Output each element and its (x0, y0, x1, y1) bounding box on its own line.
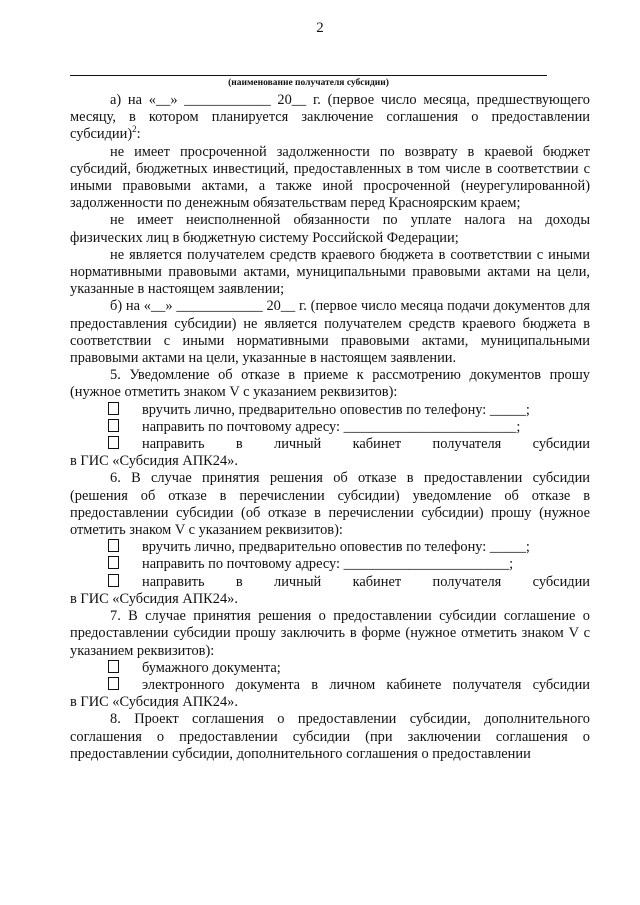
option-5-3-cont: в ГИС «Субсидия АПК24». (70, 453, 238, 470)
paragraph-debt-2: не имеет неисполненной обязанности по уплате налога на доходы физических лиц в бюджетную систему Российской Федерации; (70, 212, 590, 246)
option-7-1-label: бумажного документа; (142, 659, 281, 676)
paragraph-8: 8. Проект соглашения о предоставлении субсидии, дополнительного соглашения о предоставлении субсидии (при заключении соглашения о предоставлении субсидии, дополнительного соглашения о предоставлении (70, 711, 590, 762)
page-number: 2 (316, 20, 324, 36)
paragraph-b: б) на «__» ____________ 20__ г. (первое число месяца подачи документов для предоставления субсидии) не является получателем средств краевого бюджета в соответствии с иными нормативными правовыми актами, муниципальными правовыми актами на цели, указанные в настоящем заявлении. (70, 298, 590, 367)
paragraph-a-end: : (136, 126, 141, 143)
option-7-2-label: электронного документа в личном кабинете получателя субсидии (142, 676, 590, 693)
checkbox-icon[interactable] (108, 539, 119, 552)
document-body (70, 92, 590, 763)
option-6-3-cont: в ГИС «Субсидия АПК24». (70, 590, 238, 607)
option-6-2 (70, 556, 590, 573)
checkbox-icon[interactable] (108, 660, 119, 673)
checkbox-icon[interactable] (108, 436, 119, 449)
paragraph-a-text: а) на «__» ____________ 20__ г. (первое число месяца, предшествующего месяцу, в котором планируется заключение соглашения о предоставлении субсидии) (70, 92, 590, 143)
option-6-2-label: направить по почтовому адресу: _______________________; (142, 556, 514, 573)
option-5-1-label: вручить лично, предварительно оповестив по телефону: _____; (142, 401, 530, 418)
option-7-1 (70, 660, 590, 677)
checkbox-icon[interactable] (108, 677, 119, 690)
paragraph-debt-1: не имеет просроченной задолженности по возврату в краевой бюджет субсидий, бюджетных инвестиций, предоставленных в том числе в соответствии с иными правовыми актами, а также иной просроченной (неурегулированной) задолженности по денежным обязательствам перед Красноярским краем; (70, 143, 590, 212)
option-7-2-cont: в ГИС «Субсидия АПК24». (70, 694, 238, 711)
option-7-2 (70, 677, 590, 694)
recipient-name-line (70, 75, 547, 76)
option-6-3-label: направить в личный кабинет получателя субсидии (142, 573, 590, 590)
recipient-caption: (наименование получателя субсидии) (228, 78, 389, 88)
option-5-3 (70, 436, 590, 453)
footnote-marker: 2 (132, 124, 137, 135)
option-6-1-label: вручить лично, предварительно оповестив по телефону: _____; (142, 539, 530, 556)
paragraph-not-recipient: не является получателем средств краевого бюджета в соответствии с иными нормативными правовыми актами, муниципальными правовыми актами на цели, указанные в настоящем заявлении; (70, 246, 590, 298)
paragraph-6: 6. В случае принятия решения об отказе в предоставлении субсидии (решения об отказе в перечислении субсидии) уведомление об отказе в предоставлении субсидии (об отказе в перечислении субсидии) прошу (нужное отметить знаком V с указанием реквизитов): (70, 470, 590, 539)
option-5-2-label: направить по почтовому адресу: ________________________; (142, 418, 521, 435)
paragraph-5: 5. Уведомление об отказе в приеме к рассмотрению документов прошу (нужное отметить знаком V с указанием реквизитов): (70, 367, 590, 401)
option-6-3 (70, 574, 590, 591)
paragraph-7: 7. В случае принятия решения о предоставлении субсидии соглашение о предоставлении субсидии прошу заключить в форме (нужное отметить знаком V с указанием реквизитов): (70, 608, 590, 659)
checkbox-icon[interactable] (108, 556, 119, 569)
option-5-1 (70, 402, 590, 419)
option-5-3-label: направить в личный кабинет получателя субсидии (142, 436, 590, 453)
paragraph-a (70, 92, 590, 144)
checkbox-icon[interactable] (108, 402, 119, 415)
checkbox-icon[interactable] (108, 419, 119, 432)
option-6-1 (70, 539, 590, 556)
option-5-2 (70, 419, 590, 436)
checkbox-icon[interactable] (108, 574, 119, 587)
